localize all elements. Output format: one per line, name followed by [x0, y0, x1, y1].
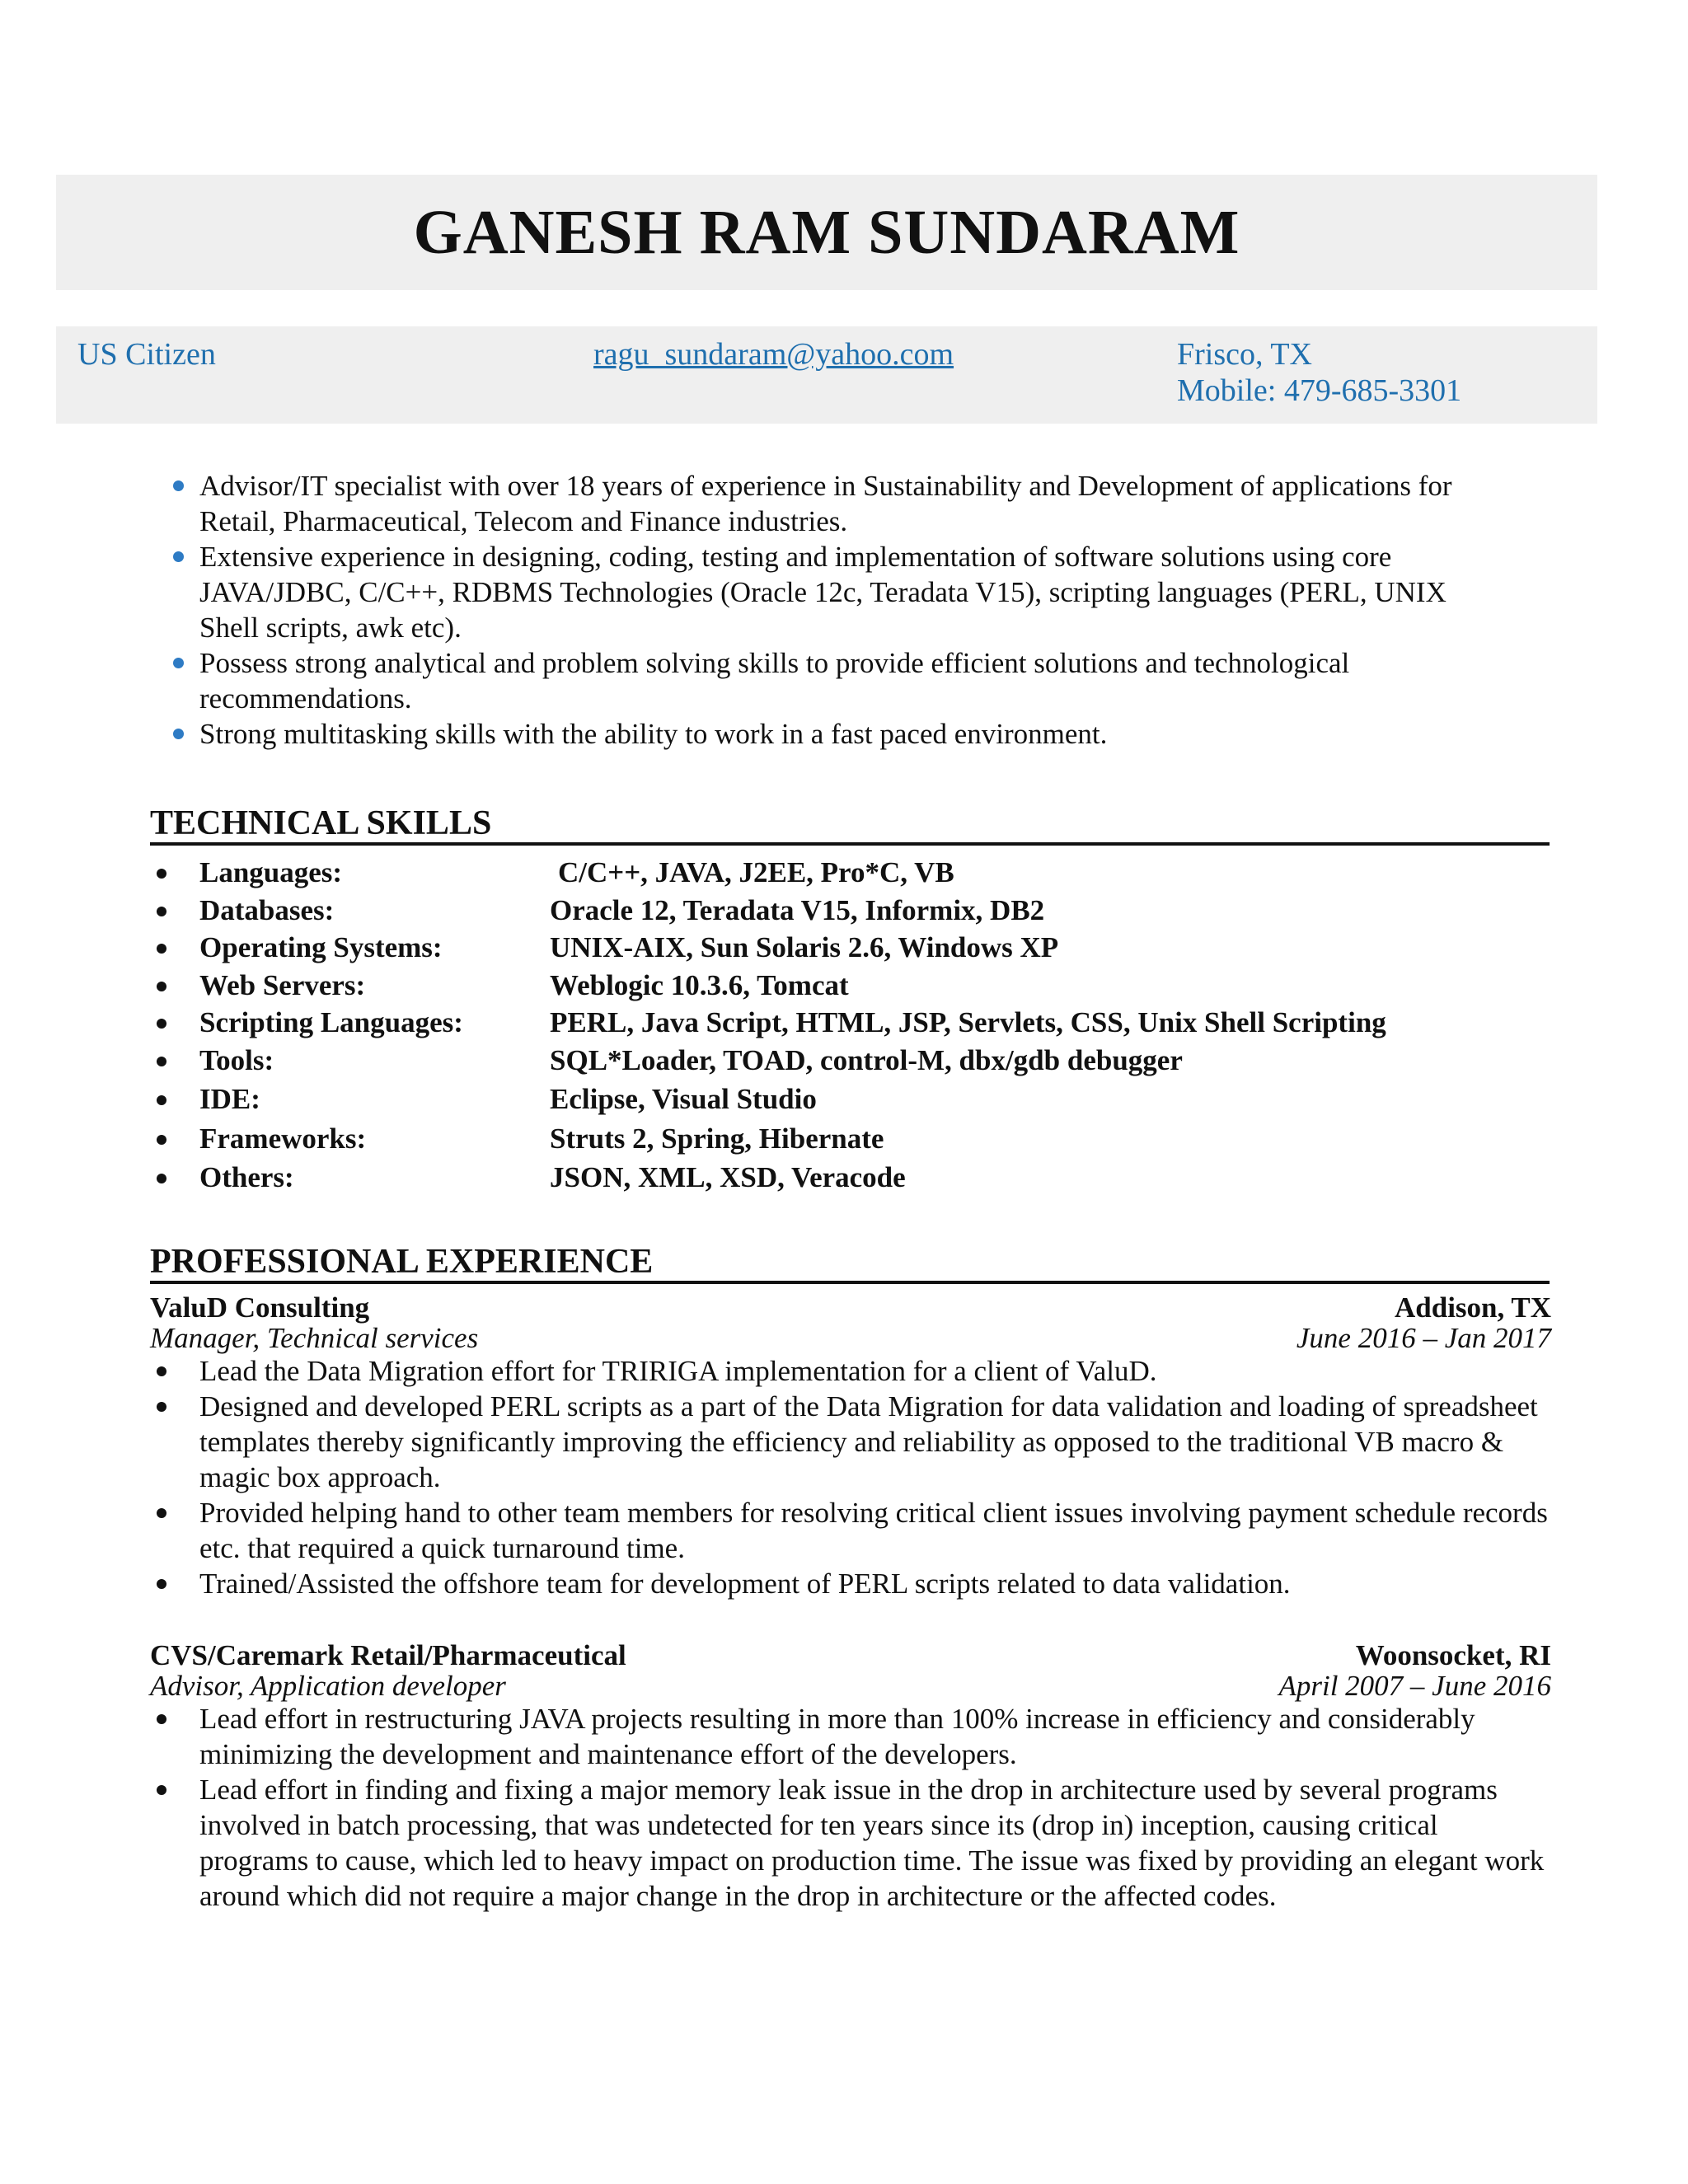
bullet-icon [157, 1174, 166, 1183]
skill-row: IDE: Eclipse, Visual Studio [150, 1079, 1551, 1119]
citizenship: US Citizen [77, 337, 216, 372]
skill-row: Scripting Languages: PERL, Java Script, HTML, JSP, Servlets, CSS, Unix Shell Scripting [150, 1004, 1551, 1042]
skill-row: Tools: SQL*Loader, TOAD, control-M, dbx/gdb debugger [150, 1042, 1551, 1080]
list-item: Lead effort in restructuring JAVA projects resulting in more than 100% increase in efficiency and considerably minimizing the development and maintenance effort of the developers. [150, 1701, 1551, 1772]
bullet-icon [173, 551, 184, 562]
job-location: Woonsocket, RI [1355, 1639, 1551, 1671]
job-entry [150, 1292, 1551, 1601]
job-bullets [150, 1353, 1551, 1601]
skill-row: Operating Systems: UNIX-AIX, Sun Solaris 2.6, Windows XP [150, 929, 1551, 967]
skill-row: Databases: Oracle 12, Teradata V15, Informix, DB2 [150, 892, 1551, 930]
bullet-icon [157, 869, 166, 879]
summary-item: Possess strong analytical and problem solving skills to provide efficient solutions and technological recommendations. [173, 645, 1508, 716]
bullet-icon [157, 907, 166, 916]
summary-item: Extensive experience in designing, coding, testing and implementation of software solutions using core JAVA/JDBC, C/C++, RDBMS Technologies (Oracle 12c, Teradata V15), scripting languages (PERL, UNIX Shell scripts, awk etc). [173, 539, 1508, 645]
bullet-icon [157, 1095, 166, 1105]
bullet-icon [157, 944, 166, 954]
job-dates: April 2007 – June 2016 [1278, 1670, 1551, 1702]
bullet-icon [157, 982, 166, 991]
bullet-icon [157, 1785, 166, 1795]
bullet-icon [157, 1402, 166, 1412]
summary-list [173, 468, 1508, 752]
job-entry [150, 1640, 1551, 1914]
bullet-icon [157, 1579, 166, 1589]
company-name: CVS/Caremark Retail/Pharmaceutical [150, 1639, 626, 1671]
skill-row: Web Servers: Weblogic 10.3.6, Tomcat [150, 967, 1551, 1005]
bullet-icon [157, 1366, 166, 1376]
job-dates: June 2016 – Jan 2017 [1296, 1322, 1551, 1354]
skill-row: Languages: C/C++, JAVA, J2EE, Pro*C, VB [150, 854, 1551, 892]
bullet-icon [157, 1057, 166, 1066]
bullet-icon [173, 480, 184, 491]
list-item: Designed and developed PERL scripts as a part of the Data Migration for data validation and loading of spreadsheet templates thereby significantly improving the efficiency and reliability as opposed to the traditional VB macro & magic box approach. [150, 1389, 1551, 1495]
skill-row: Frameworks: Struts 2, Spring, Hibernate [150, 1119, 1551, 1158]
mobile-number: Mobile: 479-685-3301 [1177, 373, 1462, 408]
skill-row: Others: JSON, XML, XSD, Veracode [150, 1158, 1551, 1197]
email-link[interactable]: ragu_sundaram@yahoo.com [593, 337, 954, 372]
list-item: Trained/Assisted the offshore team for development of PERL scripts related to data validation. [150, 1566, 1551, 1601]
candidate-name: GANESH RAM SUNDARAM [413, 198, 1240, 267]
skills-list [150, 854, 1551, 1197]
bullet-icon [157, 1714, 166, 1724]
technical-skills-heading: TECHNICAL SKILLS [150, 804, 1550, 846]
professional-experience-heading: PROFESSIONAL EXPERIENCE [150, 1243, 1550, 1284]
job-title: Advisor, Application developer [150, 1670, 506, 1702]
list-item: Lead effort in finding and fixing a major memory leak issue in the drop in architecture used by several programs involved in batch processing, that was undetected for ten years since its (drop in) inception, causing critical programs to cause, which led to heavy impact on production time. The issue was fixed by providing an elegant work around which did not require a major change in the drop in architecture or the affected codes. [150, 1772, 1551, 1914]
bullet-icon [157, 1135, 166, 1145]
bullet-icon [173, 729, 184, 739]
bullet-icon [173, 658, 184, 668]
list-item: Provided helping hand to other team members for resolving critical client issues involving payment schedule records etc. that required a quick turnaround time. [150, 1495, 1551, 1566]
list-item: Lead the Data Migration effort for TRIRIGA implementation for a client of ValuD. [150, 1353, 1551, 1389]
location: Frisco, TX [1177, 337, 1312, 372]
bullet-icon [157, 1508, 166, 1518]
summary-item: Advisor/IT specialist with over 18 years of experience in Sustainability and Development of applications for Retail, Pharmaceutical, Telecom and Finance industries. [173, 468, 1508, 539]
company-name: ValuD Consulting [150, 1291, 370, 1324]
job-title: Manager, Technical services [150, 1322, 479, 1354]
job-bullets [150, 1701, 1551, 1914]
summary-item: Strong multitasking skills with the ability to work in a fast paced environment. [173, 716, 1508, 752]
bullet-icon [157, 1019, 166, 1029]
name-banner [56, 175, 1597, 290]
job-location: Addison, TX [1394, 1291, 1551, 1324]
contact-banner [56, 326, 1597, 424]
